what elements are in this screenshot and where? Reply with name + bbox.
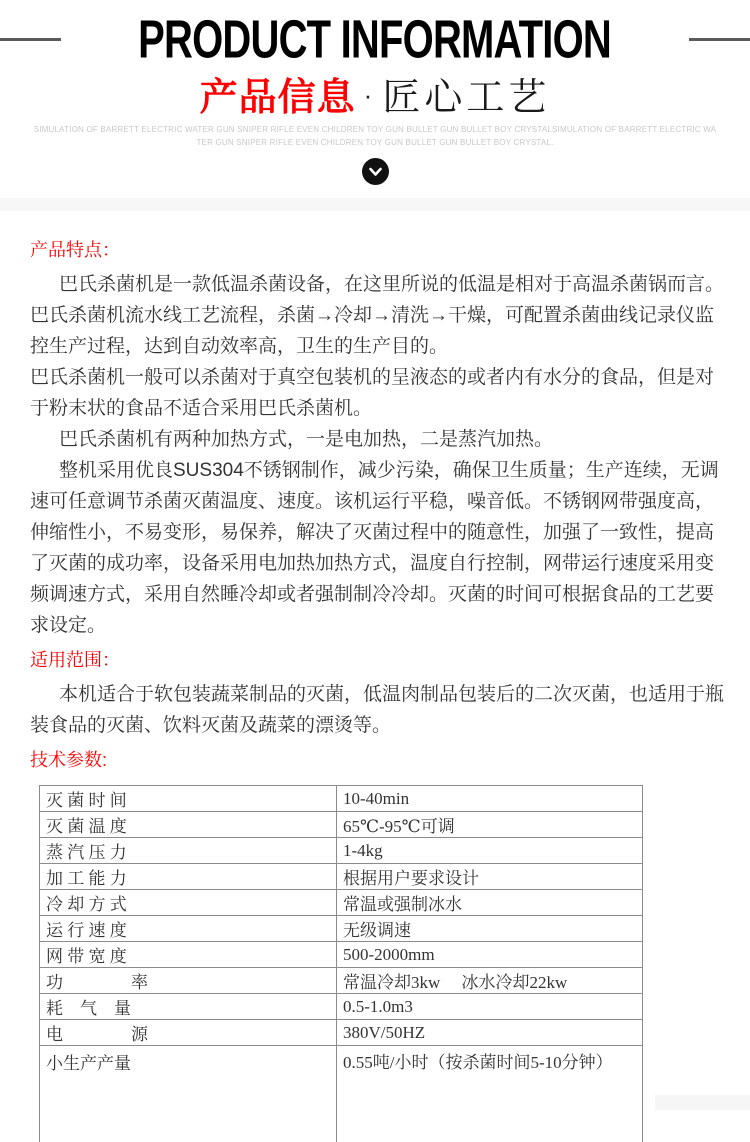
subtext-line-1: SIMULATION OF BARRETT ELECTRIC WATER GUN SNIPER RIFLE EVEN CHILDREN TOY GUN BULLET GUN BULLET BOY CRYSTALSIMULATION OF BARRETT ELECTRIC WA: [33, 125, 717, 134]
spec-label: 耗 气 量: [40, 994, 337, 1020]
spec-value: 500-2000mm: [337, 942, 643, 968]
features-paragraph-5: 整机采用优良SUS304不锈钢制作，减少污染，确保卫生质量；生产连续，无调速可任意调节杀菌灭菌温度、速度。该机运行平稳，噪音低。不锈钢网带强度高，伸缩性小，不易变形，易保养，解决了灭菌过程中的随意性，加强了一致性，提高了灭菌的成功率，设备采用电加热加热方式，温度自行控制，网带运行速度采用变频调速方式，采用自然睡冷却或者强制制冷冷却。灭菌的时间可根据食品的工艺要求设定。: [30, 460, 719, 636]
spec-label: 加 工 能 力: [40, 864, 337, 890]
scrollbar-fragment: [655, 1095, 750, 1110]
spec-label: 运 行 速 度: [40, 916, 337, 942]
subtext-line-2: TER GUN SNIPER RIFLE EVEN CHILDREN TOY GUN BULLET GUN BULLET BOY CRYSTAL.: [196, 138, 554, 147]
chevron-down-icon: [362, 158, 389, 185]
spec-value: 65℃-95℃可调: [337, 812, 643, 838]
table-row: [40, 786, 643, 812]
spec-label: 电 源: [40, 1020, 337, 1046]
table-row: [40, 968, 643, 994]
features-paragraph-1: 巴氏杀菌机是一款低温杀菌设备，在这里所说的低温是相对于高温杀菌锅而言。: [59, 274, 725, 295]
page-title-cn: [0, 75, 750, 119]
page-title-en: PRODUCT INFORMATION: [138, 8, 612, 70]
scope-paragraph-1: 本机适合于软包装蔬菜制品的灭菌，低温肉制品包装后的二次灭菌，也适用于瓶装食品的灭菌、饮料灭菌及蔬菜的漂烫等。: [30, 684, 725, 736]
table-row: [40, 1020, 643, 1046]
spec-label: 小生产产量: [40, 1046, 337, 1142]
spec-table-body: [40, 786, 643, 1142]
product-description: [0, 211, 750, 1142]
table-row: [40, 994, 643, 1020]
table-row: [40, 890, 643, 916]
title-cn-red: 产品信息: [199, 77, 356, 119]
table-row: [40, 864, 643, 890]
specs-heading: 技术参数:: [30, 750, 108, 770]
spec-label: 网 带 宽 度: [40, 942, 337, 968]
title-right-dash-line: [689, 38, 750, 41]
spec-value: 0.55吨/小时（按杀菌时间5-10分钟）: [337, 1046, 643, 1142]
section-divider-strip: [0, 198, 750, 211]
features-heading: 产品特点：: [30, 240, 120, 260]
spec-label: 功 率: [40, 968, 337, 994]
spec-value: 380V/50HZ: [337, 1020, 643, 1046]
table-row: [40, 812, 643, 838]
spec-value: 1-4kg: [337, 838, 643, 864]
spec-value: 10-40min: [337, 786, 643, 812]
features-paragraph-4: 巴氏杀菌机有两种加热方式，一是电加热，二是蒸汽加热。: [59, 429, 554, 450]
features-paragraph-2: 巴氏杀菌机流水线工艺流程，杀菌→冷却→清洗→干燥，可配置杀菌曲线记录仪监控生产过程，达到自动效率高，卫生的生产目的。: [30, 305, 715, 357]
spec-value: 0.5-1.0m3: [337, 994, 643, 1020]
title-left-dash-line: [0, 38, 61, 41]
spec-value: 常温冷却3kw 冰水冷却22kw: [337, 968, 643, 994]
table-row: [40, 838, 643, 864]
spec-label: 蒸 汽 压 力: [40, 838, 337, 864]
spec-table: [39, 785, 643, 1142]
header: [0, 0, 750, 185]
title-cn-separator-dot: ·: [363, 80, 373, 110]
spec-label: 灭 菌 时 间: [40, 786, 337, 812]
spec-label: 冷 却 方 式: [40, 890, 337, 916]
table-row: [40, 916, 643, 942]
title-cn-dark: 匠心工艺: [382, 77, 551, 119]
header-subtext: [0, 123, 750, 149]
table-row: [40, 942, 643, 968]
scope-heading: 适用范围：: [30, 650, 120, 670]
spec-value: 无级调速: [337, 916, 643, 942]
features-paragraph-3: 巴氏杀菌机一般可以杀菌对于真空包装机的呈液态的或者内有水分的食品，但是对于粉末状的食品不适合采用巴氏杀菌机。: [30, 367, 715, 419]
spec-label: 灭 菌 温 度: [40, 812, 337, 838]
table-row: [40, 1046, 643, 1142]
spec-value: 常温或强制冰水: [337, 890, 643, 916]
spec-value: 根据用户要求设计: [337, 864, 643, 890]
title-row: [0, 8, 750, 70]
